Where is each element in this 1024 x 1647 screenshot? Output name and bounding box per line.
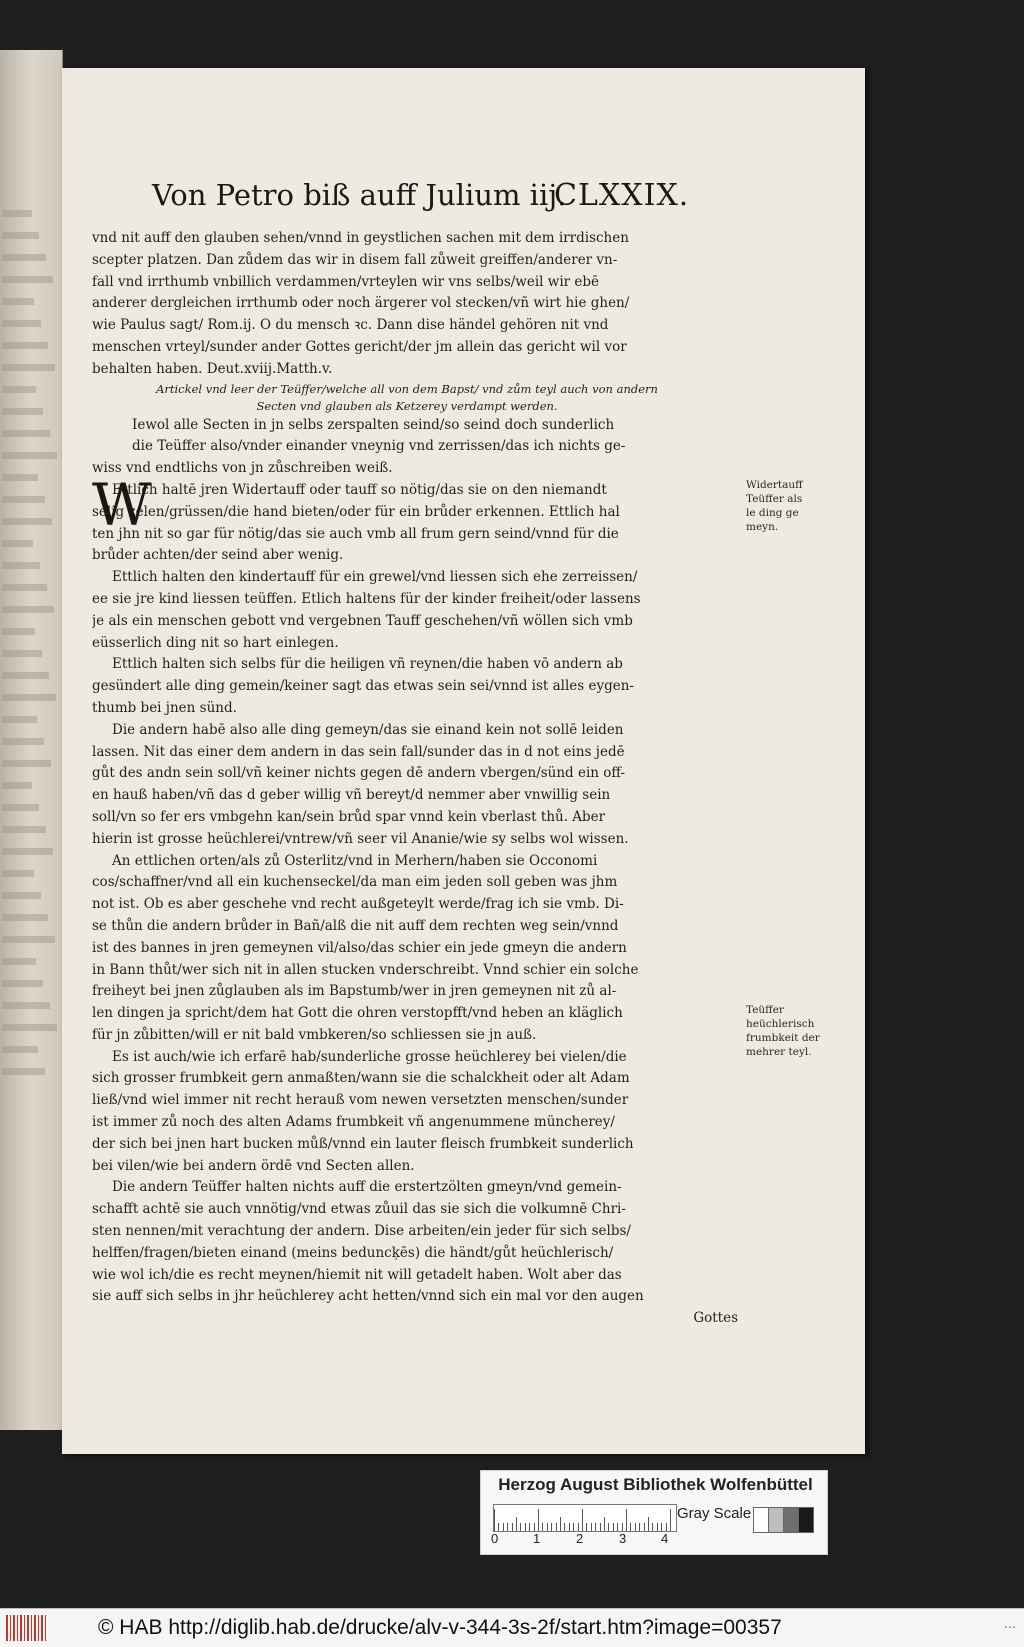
measurement-ruler	[493, 1504, 677, 1532]
text-line: helffen/fragen/bieten einand (meins beduncķēs) die händt/gůt heüchlerisch/	[92, 1244, 614, 1261]
page-header	[96, 178, 706, 230]
ghost-text-line	[2, 738, 44, 745]
text-line: der sich bei jnen hart bucken můß/vnnd ein lauter fleisch frumbkeit sunderlich	[92, 1135, 634, 1152]
margin-note-line: heüchlerisch	[746, 1018, 815, 1030]
ghost-text-line	[2, 364, 55, 371]
ruler-tick	[582, 1509, 583, 1531]
text-line: Ettlich haltē jren Widertauff oder tauff so nötig/das sie on den niemandt	[112, 481, 607, 498]
text-line: wiss vnd endtlichs von jn zůschreiben weiß.	[92, 460, 393, 477]
ruler-number: 4	[661, 1531, 669, 1546]
text-line: Ettlich halten sich selbs für die heiligen vñ reynen/die haben vō andern ab	[112, 656, 623, 673]
body-paragraph	[92, 228, 742, 381]
ghost-text-line	[2, 1024, 57, 1031]
text-line: lassen. Nit das einer dem andern in das sein fall/sunder das in d not eins jedē	[92, 743, 625, 760]
text-line: ist des bannes in jren gemeynen vil/also/das schier ein jede gmeyn die andern	[92, 939, 627, 956]
text-line: Ettlich halten den kindertauff für ein grewel/vnd liessen sich ehe zerreissen/	[112, 569, 638, 586]
margin-note-line: Teüffer als	[746, 493, 803, 505]
ruler-tick	[494, 1509, 495, 1531]
text-line: gůt des andn sein soll/vñ keiner nichts gegen dē andern vbergen/sünd ein off-	[92, 765, 626, 782]
text-line: in Bann thůt/wer sich nit in allen stucken vnderschreibt. Vnnd schier ein solche	[92, 961, 639, 978]
previous-page-edge	[0, 50, 63, 1430]
ruler-number: 2	[576, 1531, 584, 1546]
ruler-tick	[564, 1523, 565, 1531]
text-line: ten jhn nit so gar für nötig/das sie auch vmb all frum gern seind/vnnd für die	[92, 525, 619, 542]
ghost-text-line	[2, 782, 32, 789]
ghost-text-line	[2, 210, 32, 217]
ruler-tick	[595, 1523, 596, 1531]
ghost-text-line	[2, 914, 48, 921]
gray-scale-label: Gray Scale	[677, 1505, 752, 1522]
text-line: Es ist auch/wie ich erfarē hab/sunderliche grosse heüchlerey bei vielen/die	[112, 1048, 627, 1065]
text-line: vnd nit auff den glauben sehen/vnnd in geystlichen sachen mit dem irrdischen	[92, 230, 629, 246]
ghost-text-line	[2, 672, 49, 679]
text-line: freiheyt bei jnen zůglauben als im Bapstumb/wer in jren gemeynen nit zů al-	[92, 983, 617, 1000]
ghost-text-line	[2, 628, 35, 635]
text-line: An ettlichen orten/als zů Osterlitz/vnd in Merhern/haben sie Occonomi	[112, 852, 598, 869]
status-bar	[0, 1608, 1024, 1647]
ghost-text-line	[2, 980, 43, 987]
ghost-text-line	[2, 562, 40, 569]
text-line: ist immer zů noch des alten Adams frumbkeit vñ angenummene müncherey/	[92, 1114, 615, 1131]
ruler-tick	[608, 1523, 609, 1531]
ghost-text-line	[2, 826, 46, 833]
caption-line: Secten vnd glauben als Ketzerey verdampt werden.	[256, 398, 558, 413]
main-text	[92, 228, 742, 1330]
drop-capital: W	[92, 471, 152, 539]
ruler-tick	[644, 1523, 645, 1531]
ghost-text-line	[2, 518, 52, 525]
text-line: Iewol alle Secten in jn selbs zerspalten seind/so seind doch sunderlich	[132, 416, 615, 433]
gray-swatch	[798, 1507, 814, 1533]
ruler-tick	[573, 1523, 574, 1531]
ruler-tick	[534, 1523, 535, 1531]
ruler-tick	[542, 1523, 543, 1531]
ruler-tick	[547, 1523, 548, 1531]
ghost-text-line	[2, 298, 34, 305]
text-line: Die andern Teüffer halten nichts auff die erstertzölten gmeyn/vnd gemein-	[112, 1179, 622, 1196]
text-line: soll/vn so fer ers vmbgehn kan/sein brůd spar vnnd kein vberlast thů. Aber	[92, 808, 606, 825]
ghost-text-line	[2, 804, 39, 811]
ghost-text-line	[2, 1002, 50, 1009]
more-icon[interactable]: ...	[1003, 1617, 1016, 1632]
color-calibration-card	[480, 1470, 828, 1555]
margin-note-line: meyn.	[746, 521, 779, 533]
ghost-text-line	[2, 848, 53, 855]
ghost-text-line	[2, 540, 33, 547]
text-line: ließ/vnd wiel immer nit recht herauß vom newen versetzten menschen/sunder	[92, 1092, 629, 1109]
text-line: anderer dergleichen irrthumb oder noch ärgerer vol stecken/vñ wirt hie ghen/	[92, 295, 630, 312]
text-line: not ist. Ob es aber geschehe vnd recht außgeteylt werde/frag ich sie vmb. Di-	[92, 896, 624, 913]
margin-note-line: le ding ge	[746, 507, 799, 519]
text-line: menschen vrteyl/sunder ander Gottes gericht/der jm allein das gericht wil vor	[92, 338, 627, 355]
ghost-text-line	[2, 496, 45, 503]
ruler-tick	[538, 1509, 539, 1531]
caption-line: Artickel vnd leer der Teüffer/welche all von dem Bapst/ vnd zům teyl auch von andern	[156, 381, 658, 396]
ghost-text-line	[2, 342, 48, 349]
ruler-number: 1	[533, 1531, 541, 1546]
ruler-tick	[525, 1523, 526, 1531]
ruler-tick	[604, 1517, 605, 1531]
text-line: len dingen ja spricht/dem hat Gott die ohren verstopfft/vnd heben an kläglich	[92, 1005, 623, 1022]
text-line: eüsserlich ding nit so hart einlegen.	[92, 634, 339, 651]
ruler-tick	[560, 1517, 561, 1531]
ruler-tick	[635, 1523, 636, 1531]
barcode-icon	[6, 1615, 46, 1641]
ghost-text-line	[2, 1068, 45, 1075]
ruler-tick	[626, 1509, 627, 1531]
ghost-text-line	[2, 958, 36, 965]
ruler-number: 0	[491, 1531, 499, 1546]
ghost-text-line	[2, 694, 56, 701]
ghost-text-line	[2, 650, 42, 657]
text-line: die Teüffer also/vnder einander vneynig vnd zerrissen/das ich nichts ge-	[132, 438, 626, 455]
ghost-text-line	[2, 320, 41, 327]
ghost-text-line	[2, 254, 46, 261]
ruler-tick	[529, 1523, 530, 1531]
ruler-tick	[512, 1523, 513, 1531]
ruler-tick	[520, 1523, 521, 1531]
margin-note-line: mehrer teyl.	[746, 1046, 812, 1058]
ruler-tick	[516, 1517, 517, 1531]
ghost-text-line	[2, 1046, 38, 1053]
ruler-tick	[507, 1523, 508, 1531]
text-line: hierin ist grosse heüchlerei/vntrew/vñ seer vil Ananie/wie sy selbs wol wissen.	[92, 830, 629, 847]
section-paragraphs	[92, 415, 742, 1309]
ruler-tick	[578, 1523, 579, 1531]
margin-note-line: Teüffer	[746, 1004, 784, 1016]
ghost-text-line	[2, 892, 41, 899]
ruler-tick	[622, 1523, 623, 1531]
text-line: scepter platzen. Dan zůdem das wir in disem fall zůweit greiffen/anderer vn-	[92, 251, 618, 268]
text-line: wie Paulus sagt/ Rom.ij. O du mensch ꝛc. Dann dise händel gehören nit vnd	[92, 317, 609, 334]
ghost-text-line	[2, 474, 38, 481]
ghost-text-line	[2, 716, 37, 723]
card-title: Herzog August Bibliothek Wolfenbüttel	[498, 1475, 813, 1494]
ruler-tick	[617, 1523, 618, 1531]
ruler-tick	[600, 1523, 601, 1531]
text-line: ee sie jre kind liessen teüffen. Etlich haltens für der kinder freiheit/oder lassens	[92, 590, 641, 607]
text-line: se thůn die andern brůder in Bañ/alß die nit auff dem rechten weg sein/vnnd	[92, 917, 619, 934]
running-head: Von Petro biß auff Julium iij.	[152, 178, 567, 212]
gray-swatch	[768, 1507, 784, 1533]
ruler-tick	[670, 1509, 671, 1531]
ruler-tick	[503, 1523, 504, 1531]
ruler-tick	[591, 1523, 592, 1531]
ghost-text-line	[2, 606, 54, 613]
ruler-tick	[648, 1517, 649, 1531]
ruler-number: 3	[619, 1531, 627, 1546]
ruler-tick	[613, 1523, 614, 1531]
text-line: sie auff sich selbs in jhr heüchlerey acht hetten/vnnd sich ein mal vor den augen	[92, 1288, 644, 1305]
text-line: gesündert alle ding gemein/keiner sagt das etwas sein sei/vnnd ist alles eygen-	[92, 678, 634, 695]
ruler-tick	[657, 1523, 658, 1531]
gray-swatch	[753, 1507, 769, 1533]
text-line: sten nennen/mit verachtung der andern. Dise arbeiten/ein jeder für sich selbs/	[92, 1223, 631, 1240]
ghost-text-line	[2, 870, 34, 877]
margin-note-widertauff	[746, 478, 836, 534]
ghost-text-line	[2, 386, 36, 393]
book-page	[62, 68, 865, 1454]
ruler-tick	[630, 1523, 631, 1531]
ruler-tick	[556, 1523, 557, 1531]
text-line: für jn zůbitten/will er nit bald vmbkeren/so schliessen sie jn auß.	[92, 1026, 537, 1043]
ruler-tick	[661, 1523, 662, 1531]
ghost-text-line	[2, 452, 57, 459]
text-line: je als ein menschen gebott vnd vergebnen Tauff geschehen/vñ wöllen sich vmb	[92, 612, 633, 629]
ghost-text-line	[2, 936, 55, 943]
gray-swatch	[783, 1507, 799, 1533]
folio-number: CLXXIX.	[554, 178, 690, 213]
text-line: Die andern habē also alle ding gemeyn/das sie einand kein not sollē leiden	[112, 721, 624, 738]
text-line: brůder achten/der seind aber wenig.	[92, 547, 344, 564]
ruler-tick	[666, 1523, 667, 1531]
ghost-text-line	[2, 584, 47, 591]
text-line: selig zelen/grüssen/die hand bieten/oder für ein brůder erkennen. Ettlich hal	[92, 503, 620, 520]
text-line: wie wol ich/die es recht meynen/hiemit nit will getadelt haben. Wolt aber das	[92, 1266, 622, 1283]
text-line: schafft achtē sie auch vnnötig/vnd etwas zůuil das sie sich die volkumnē Chri-	[92, 1201, 626, 1218]
text-line: cos/schaffner/vnd all ein kuchenseckel/da man eim jeden soll geben was jhm	[92, 874, 618, 891]
ruler-tick	[639, 1523, 640, 1531]
margin-note-line: Widertauff	[746, 479, 803, 491]
ruler-tick	[551, 1523, 552, 1531]
text-line: sich grosser frumbkeit gern anmaßten/wann sie die schalckheit oder alt Adam	[92, 1070, 630, 1087]
ghost-text-line	[2, 430, 50, 437]
text-line: en hauß haben/vñ das d geber willig vñ bereyt/d nemmer aber vnwillig sein	[92, 787, 611, 804]
text-line: bei vilen/wie bei andern ördē vnd Secten allen.	[92, 1157, 415, 1174]
text-line: behalten haben. Deut.xviij.Matth.v.	[92, 360, 333, 377]
ghost-text-line	[2, 408, 43, 415]
margin-note-heuchlerisch	[746, 1003, 836, 1059]
ruler-tick	[498, 1523, 499, 1531]
catchword: Gottes	[693, 1310, 738, 1327]
text-line: fall vnd irrthumb vnbillich verdammen/vrteylen wir vns selbs/weil wir ebē	[92, 273, 600, 290]
ruler-tick	[569, 1523, 570, 1531]
ruler-tick	[652, 1523, 653, 1531]
ghost-text-line	[2, 760, 51, 767]
margin-note-line: frumbkeit der	[746, 1032, 820, 1044]
ghost-text-line	[2, 276, 53, 283]
ruler-tick	[586, 1523, 587, 1531]
section-caption	[92, 381, 742, 415]
ghost-text-line	[2, 232, 39, 239]
text-line: thumb bei jnen sünd.	[92, 699, 237, 716]
copyright-url[interactable]: © HAB http://diglib.hab.de/drucke/alv-v-344-3s-2f/start.htm?image=00357	[98, 1616, 782, 1639]
